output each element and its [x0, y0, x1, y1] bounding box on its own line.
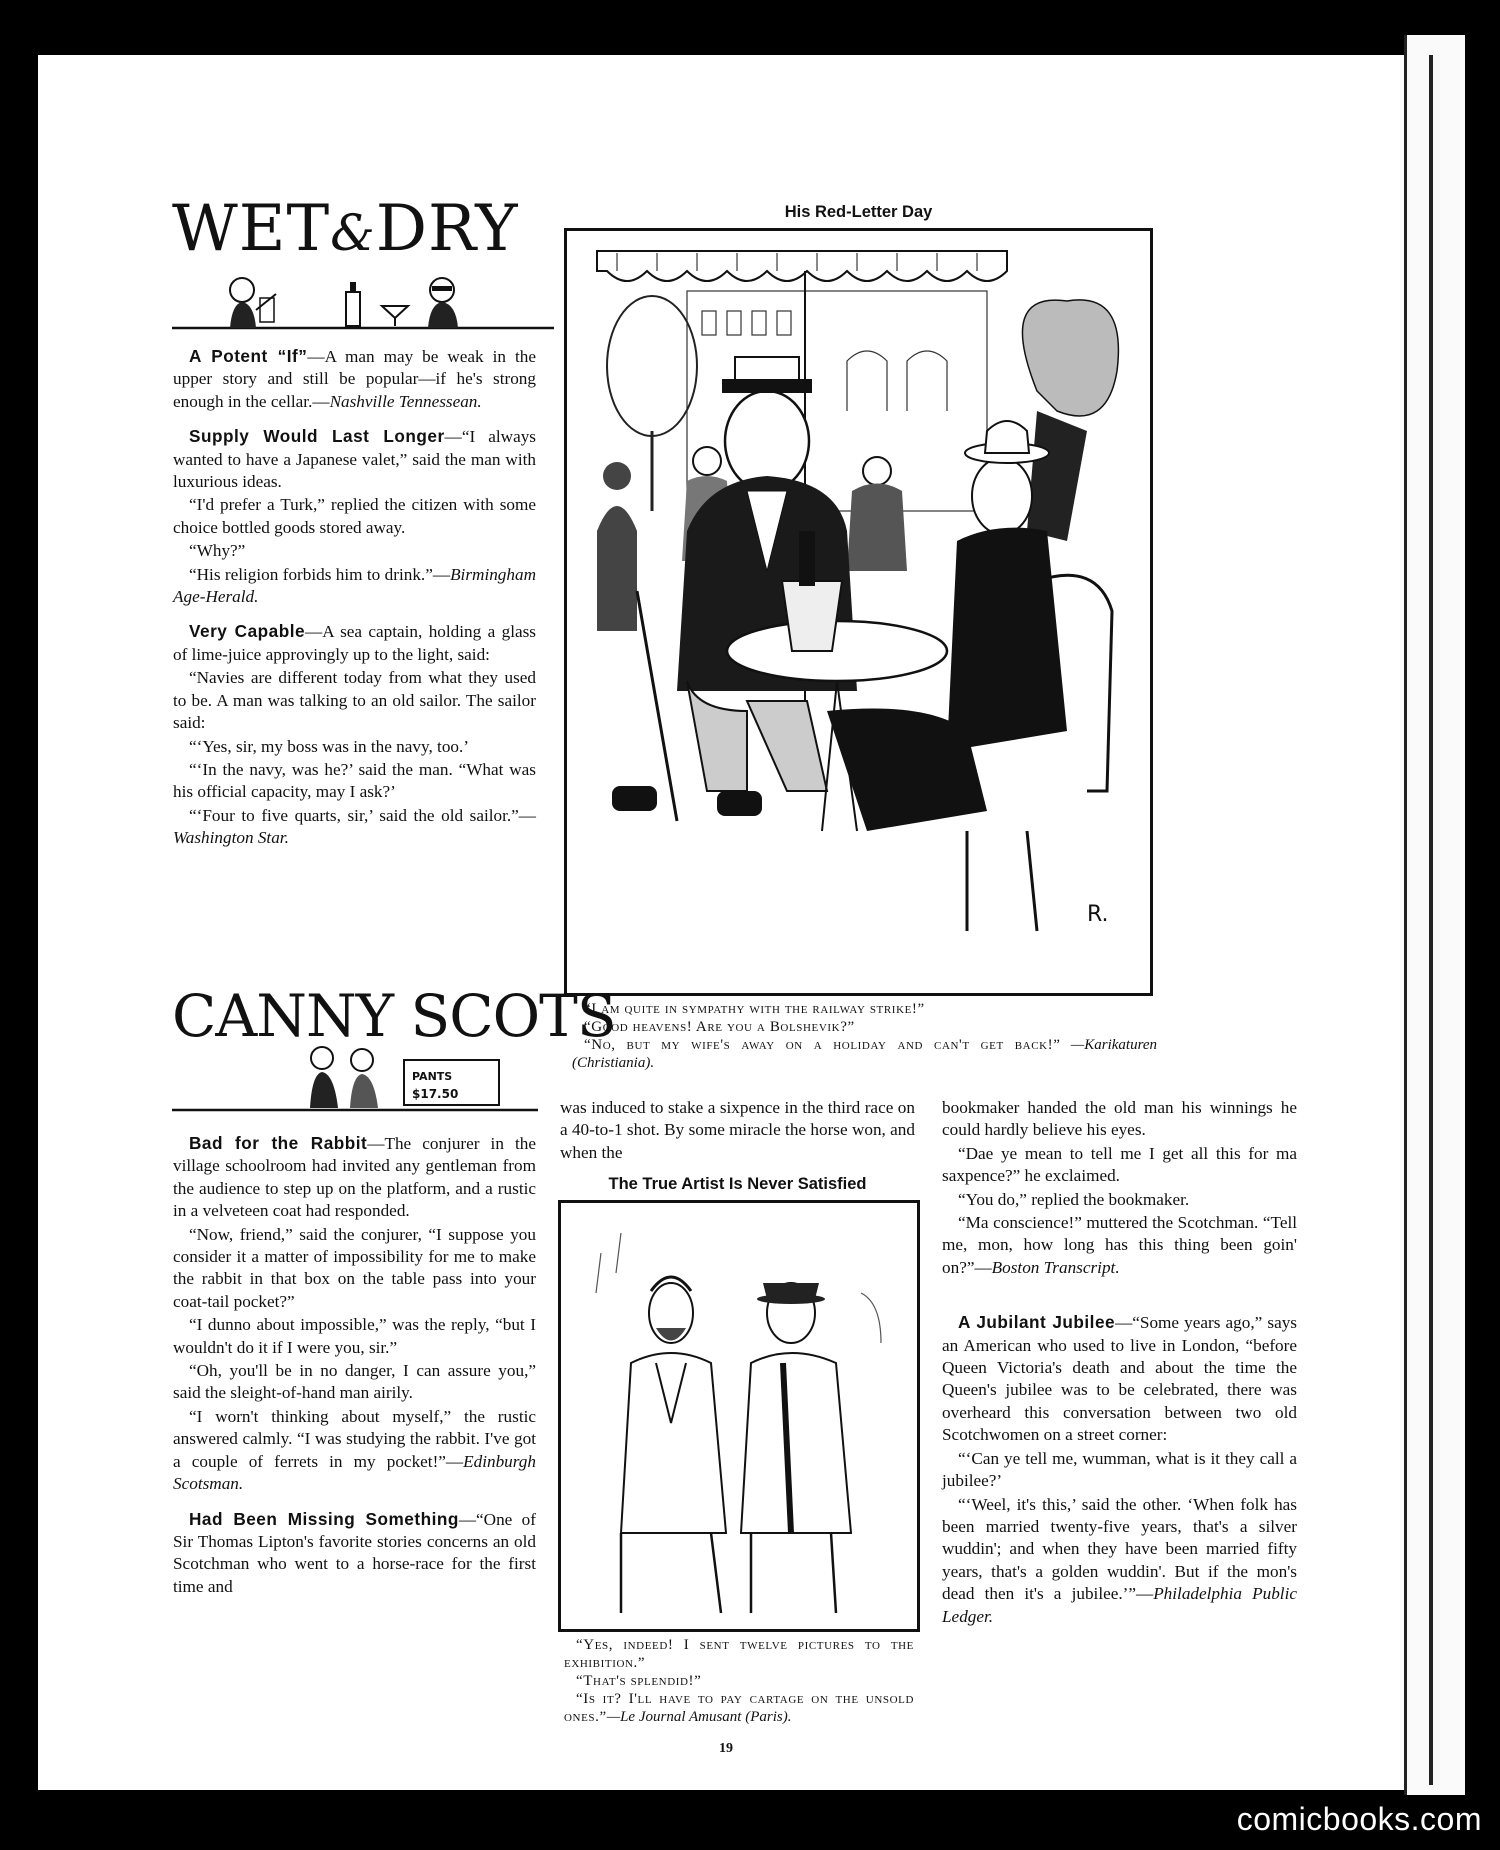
- article-potent-if: A Potent “If”—A man may be weak in the upper story and still be popular—if he's strong enough in the cellar.—Nashville Tennessean.: [173, 346, 537, 411]
- caption-source: —Le Journal Amusant (Paris).: [606, 1709, 792, 1725]
- red-letter-caption: [572, 1000, 1157, 1072]
- article-very-capable: Very Capable—A sea captain, holding a glass of lime-juice approvingly up to the light, said:: [173, 621, 536, 664]
- article-had-been-missing: Had Been Missing Something—“One of Sir Thomas Lipton's favorite stories concerns an old Scotchman who went to a horse-race for the first time and: [173, 1508, 536, 1596]
- article-heading: Very Capable: [189, 621, 306, 642]
- canny-scots-banner: [172, 982, 616, 1114]
- caption-line: “I am quite in sympathy with the railway strike!”: [584, 1001, 925, 1017]
- wet-dry-title-left: WET: [172, 192, 331, 266]
- red-letter-title: His Red-Letter Day: [784, 203, 933, 221]
- sign-text-price: $17.50: [412, 1087, 459, 1101]
- two-men-illustration: [561, 1203, 917, 1629]
- page-number: 19: [719, 1741, 733, 1756]
- caption-source: —Karikaturen (Christiania).: [572, 1037, 1158, 1071]
- true-artist-cartoon: [558, 1200, 920, 1632]
- article-heading: Bad for the Rabbit: [189, 1133, 368, 1153]
- wet-dry-cartoon-illustration: [172, 198, 554, 332]
- caption-line: “That's splendid!”: [576, 1673, 702, 1689]
- wet-dry-title-amp: &: [330, 204, 376, 262]
- article-heading: Had Been Missing Something: [189, 1508, 459, 1529]
- article-bad-for-rabbit: Bad for the Rabbit—The conjurer in the village schoolroom had invited any gentleman from the audience to step up on the platform, and a rustic in a velveteen coat had responded. “Now, friend,” said the conjurer, “I suppose you consider it a matter of impossibility for me to make the rabbit in that box on the table pass into your coat-tail pocket?” “I dunno about impossible,” was the reply, “but I wouldn't do it if I were you, sir.” “Oh, you'll be in no danger, I can assure you,” said the sleight-of-hand man airily. “I worn't thinking about myself,” the rustic answered calmly. “I was studying the rabbit. I've got a couple of ferrets in my pocket!”—Edinburgh Scotsman. Had Been Missing Something—“One of Sir Thomas Lipton's favorite stories concerns an old Scotchman who went to a horse-race for the first time and: [173, 1132, 536, 1599]
- column-three: bookmaker handed the old man his winnings he could hardly believe his eyes. “Dae ye mean to tell me I get all this for ma saxpence?” he exclaimed. “You do,” replied the bookmaker. “Ma conscience!” muttered the Scotchman. “Tell me, mon, how long has this thing been goin' on?”—Boston Transcript. A Jubilant Jubilee—“Some years ago,” says an American who used to live in London, “before Queen Victoria's death and about the time the Queen's jubilee was to be celebrated, there was overheard this conversation between two old Scotchwomen on a street corner: “‘Can ye tell me, wumman, what is it they call a jubilee?’ “‘Weel, it's this,’ said the other. ‘When folk has been married twenty-five years, that's a silver wuddin'; and when they have been married fifty years, that's a golden wuddin'. But if the mon's dead then it's a jubilee.’”—Philadelphia Public Ledger.: [942, 1098, 1297, 1626]
- article-jubilant-jubilee: A Jubilant Jubilee—“Some years ago,” says an American who used to live in London, “before Queen Victoria's death and about the time the Queen's jubilee was to be celebrated, there was overheard this conversation between two old Scotchwomen on a street corner:: [942, 1312, 1297, 1445]
- caption-line: “Yes, indeed! I sent twelve pictures to the exhibition.”: [564, 1637, 914, 1671]
- wet-dry-banner: [172, 192, 554, 332]
- true-artist-title: The True Artist Is Never Satisfied: [608, 1175, 867, 1193]
- article-heading: Supply Would Last Longer: [189, 426, 445, 447]
- caption-line: “Is it? I'll have to pay cartage on the unsold ones.”: [564, 1691, 914, 1725]
- article-heading: A Jubilant Jubilee: [958, 1312, 1116, 1333]
- true-artist-caption: [564, 1636, 914, 1726]
- wet-dry-title-right: DRY: [375, 192, 519, 266]
- page-binding-edge: [1404, 35, 1465, 1795]
- caption-line: “No, but my wife's away on a holiday and can't get back!”: [584, 1037, 1061, 1053]
- missing-continued: was induced to stake a sixpence in the third race on a 40-to-1 shot. By some miracle the horse won, and when the: [560, 1098, 915, 1162]
- article-supply: Supply Would Last Longer—“I always wanted to have a Japanese valet,” said the man with luxurious ideas.: [173, 426, 536, 492]
- red-letter-cartoon: [564, 228, 1153, 996]
- canny-scots-cartoon-illustration: [172, 990, 538, 1114]
- article-heading: A Potent “If”: [189, 346, 308, 366]
- artist-signature: R.: [1087, 902, 1109, 927]
- sign-text-pants: PANTS: [412, 1070, 453, 1083]
- site-watermark: comicbooks.com: [1236, 1801, 1482, 1837]
- cafe-scene-illustration: [567, 231, 1150, 993]
- canny-scots-title: CANNY SCOTS: [172, 982, 616, 1050]
- caption-line: “Good heavens! Are you a Bolshevik?”: [584, 1019, 855, 1035]
- wet-dry-column: A Potent “If”—A man may be weak in the upper story and still be popular—if he's strong enough in the cellar.—Nashville Tennessean. Supply Would Last Longer—“I always wanted to have a Japanese valet,” said the man with luxurious ideas. “I'd prefer a Turk,” replied the citizen with some choice bottled goods stored away. “Why?” “His religion forbids him to drink.”—Birmingham Age-Herald. Very Capable—A sea captain, holding a glass of lime-juice approvingly up to the light, said: “Navies are different today from what they used to be. A man was talking to an old sailor. The sailor said: “‘Yes, sir, my boss was in the navy, too.’ “‘In the navy, was he?’ said the man. “What was his official capacity, may I ask?’ “‘Four to five quarts, sir,’ said the old sailor.”—Washington Star.: [173, 346, 537, 848]
